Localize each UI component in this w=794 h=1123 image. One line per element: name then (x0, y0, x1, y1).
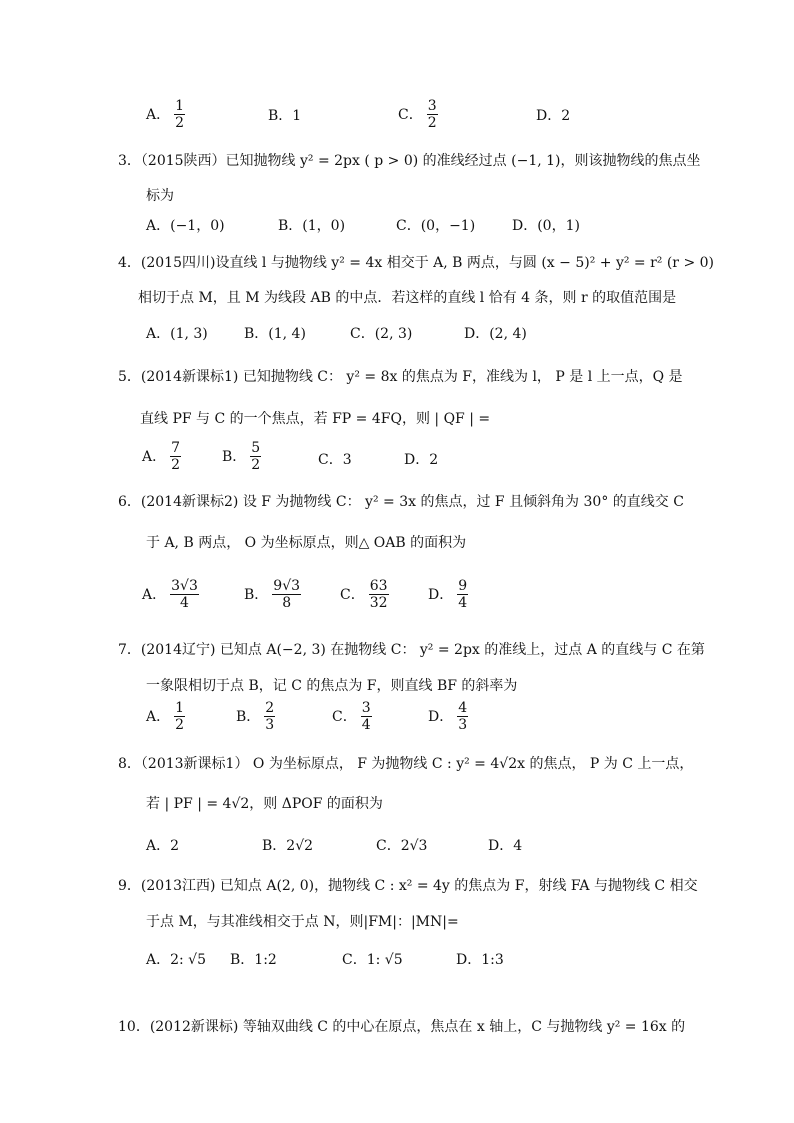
q6-option-b-label: B． (244, 586, 269, 603)
q2-option-c-denominator: 2 (427, 115, 437, 131)
q6-line2: 于 A, B 两点， O 为坐标原点，则△ OAB 的面积为 (146, 535, 467, 551)
q4-option-a: A．(1, 3) (146, 326, 208, 342)
q7-option-c (332, 700, 372, 733)
q7-option-b-label: B． (236, 708, 261, 725)
q8-line2: 若 | PF | = 4√2，则 ΔPOF 的面积为 (146, 796, 383, 812)
q7-option-c-denominator: 4 (361, 717, 371, 733)
q7-option-b-numerator: 2 (265, 700, 275, 716)
q2-option-c-numerator: 3 (427, 98, 437, 114)
q7-option-c-numerator: 3 (361, 700, 371, 716)
q5-option-b-numerator: 5 (251, 440, 261, 456)
q8-option-d: D．4 (488, 838, 523, 854)
q5-options (0, 440, 794, 480)
q7-options (0, 700, 794, 740)
q6-option-b-fraction (272, 578, 301, 611)
q8-line1: 8．（2013新课标1） O 为坐标原点， F 为抛物线 C : y² = 4√2x 的焦点， P 为 C 上一点， (118, 756, 694, 772)
q4-option-c: C．(2, 3) (350, 326, 413, 342)
q5-option-a-denominator: 2 (171, 457, 181, 473)
q6-option-d-fraction (457, 578, 468, 611)
q3-option-d: D．(0，1) (512, 218, 580, 234)
q6-option-c-denominator: 32 (369, 595, 388, 611)
q7-option-c-label: C． (332, 708, 357, 725)
q5-option-b (222, 440, 261, 473)
q10-line1: 10．(2012新课标) 等轴双曲线 C 的中心在原点，焦点在 x 轴上，C 与抛物线 y² = 16x 的 (118, 1019, 686, 1035)
q7-option-b (236, 700, 275, 733)
q7-option-b-denominator: 3 (265, 717, 275, 733)
q2-option-d: D．2 (536, 108, 571, 124)
q9-option-c: C．1: √5 (342, 952, 403, 968)
q2-option-c-label: C． (398, 106, 423, 123)
q5-option-a-fraction (170, 440, 181, 473)
q6-option-c-numerator: 63 (369, 578, 388, 594)
q3-line1: 3．（2015陕西）已知抛物线 y² = 2px ( p > 0) 的准线经过点 (−1, 1)，则该抛物线的焦点坐 (118, 153, 701, 169)
q3-option-c: C．(0，−1) (396, 218, 476, 234)
q9-line1: 9．(2013江西) 已知点 A(2, 0)，抛物线 C : x² = 4y 的焦点为 F，射线 FA 与抛物线 C 相交 (118, 878, 698, 894)
q2-option-b: B．1 (268, 108, 302, 124)
q8-option-a: A．2 (146, 838, 180, 854)
q5-option-b-fraction (250, 440, 261, 473)
q4-line1: 4．(2015四川)设直线 l 与抛物线 y² = 4x 相交于 A, B 两点，与圆 (x − 5)² + y² = r² (r > 0) (118, 255, 715, 271)
q4-options (0, 324, 794, 358)
q8-option-c: C．2√3 (376, 838, 428, 854)
q6-option-a-fraction (170, 578, 199, 611)
q7-option-a-fraction (174, 700, 185, 733)
q2-option-a-denominator: 2 (175, 115, 185, 131)
q3-option-a: A．(−1，0) (146, 218, 225, 234)
q2-options (0, 98, 794, 132)
q8-option-b: B．2√2 (262, 838, 314, 854)
q7-option-a-numerator: 1 (175, 700, 185, 716)
q9-option-b: B．1:2 (230, 952, 277, 968)
q5-option-b-label: B． (222, 448, 247, 465)
q5-option-a-label: A． (142, 448, 167, 465)
q7-option-b-fraction (264, 700, 275, 733)
q7-option-a-denominator: 2 (175, 717, 185, 733)
q2-option-a-fraction (174, 98, 185, 131)
q6-option-b (244, 578, 301, 611)
q6-option-a-numerator: 3√3 (171, 578, 198, 594)
q5-option-a (142, 440, 181, 473)
q6-options (0, 578, 794, 618)
q2-option-c (398, 98, 438, 131)
q6-option-a-denominator: 4 (180, 595, 189, 611)
q2-option-a (146, 98, 185, 131)
q6-option-d-numerator: 9 (458, 578, 468, 594)
q3-line2: 标为 (146, 188, 174, 204)
q7-option-a-label: A． (146, 708, 171, 725)
q5-option-d: D．2 (404, 452, 439, 468)
q6-option-a (142, 578, 199, 611)
q5-option-a-numerator: 7 (171, 440, 181, 456)
q7-option-d-denominator: 3 (458, 717, 468, 733)
q9-line2: 于点 M，与其准线相交于点 N，则|FM|：|MN|= (146, 914, 459, 930)
q2-option-a-numerator: 1 (175, 98, 185, 114)
q4-option-d: D．(2, 4) (464, 326, 527, 342)
q5-line2: 直线 PF 与 C 的一个焦点，若 FP = 4FQ，则 | QF | = (140, 411, 491, 427)
q4-line2: 相切于点 M，且 M 为线段 AB 的中点．若这样的直线 l 恰有 4 条，则 r 的取值范围是 (138, 290, 677, 306)
q4-option-b: B．(1, 4) (244, 326, 306, 342)
q2-option-c-fraction (427, 98, 438, 131)
q6-option-d-label: D． (428, 586, 454, 603)
q6-option-c (340, 578, 389, 611)
q8-options (0, 836, 794, 870)
q2-option-a-label: A． (146, 106, 171, 123)
q7-option-d-numerator: 4 (458, 700, 468, 716)
q3-option-b: B．(1，0) (278, 218, 346, 234)
q7-option-c-fraction (361, 700, 372, 733)
q7-option-a (146, 700, 185, 733)
q7-line1: 7．(2014辽宁) 已知点 A(−2, 3) 在抛物线 C： y² = 2px 的准线上，过点 A 的直线与 C 在第 (118, 642, 705, 658)
q9-options (0, 950, 794, 984)
q9-option-d: D．1:3 (456, 952, 504, 968)
q6-option-b-denominator: 8 (282, 595, 292, 611)
q6-option-c-label: C． (340, 586, 365, 603)
q7-option-d (428, 700, 468, 733)
q7-line2: 一象限相切于点 B，记 C 的焦点为 F，则直线 BF 的斜率为 (146, 678, 518, 694)
q6-option-c-fraction (369, 578, 389, 611)
q6-option-d (428, 578, 468, 611)
q5-option-b-denominator: 2 (251, 457, 261, 473)
q3-options (0, 216, 794, 250)
q5-option-c: C．3 (318, 452, 352, 468)
q7-option-d-fraction (457, 700, 468, 733)
q5-line1: 5．(2014新课标1) 已知抛物线 C： y² = 8x 的焦点为 F，准线为 l， P 是 l 上一点，Q 是 (118, 369, 683, 385)
q6-line1: 6．(2014新课标2) 设 F 为抛物线 C： y² = 3x 的焦点，过 F 且倾斜角为 30° 的直线交 C (118, 494, 684, 510)
q6-option-d-denominator: 4 (458, 595, 468, 611)
q6-option-a-label: A． (142, 586, 167, 603)
q7-option-d-label: D． (428, 708, 454, 725)
q9-option-a: A．2: √5 (146, 952, 207, 968)
q6-option-b-numerator: 9√3 (273, 578, 301, 594)
